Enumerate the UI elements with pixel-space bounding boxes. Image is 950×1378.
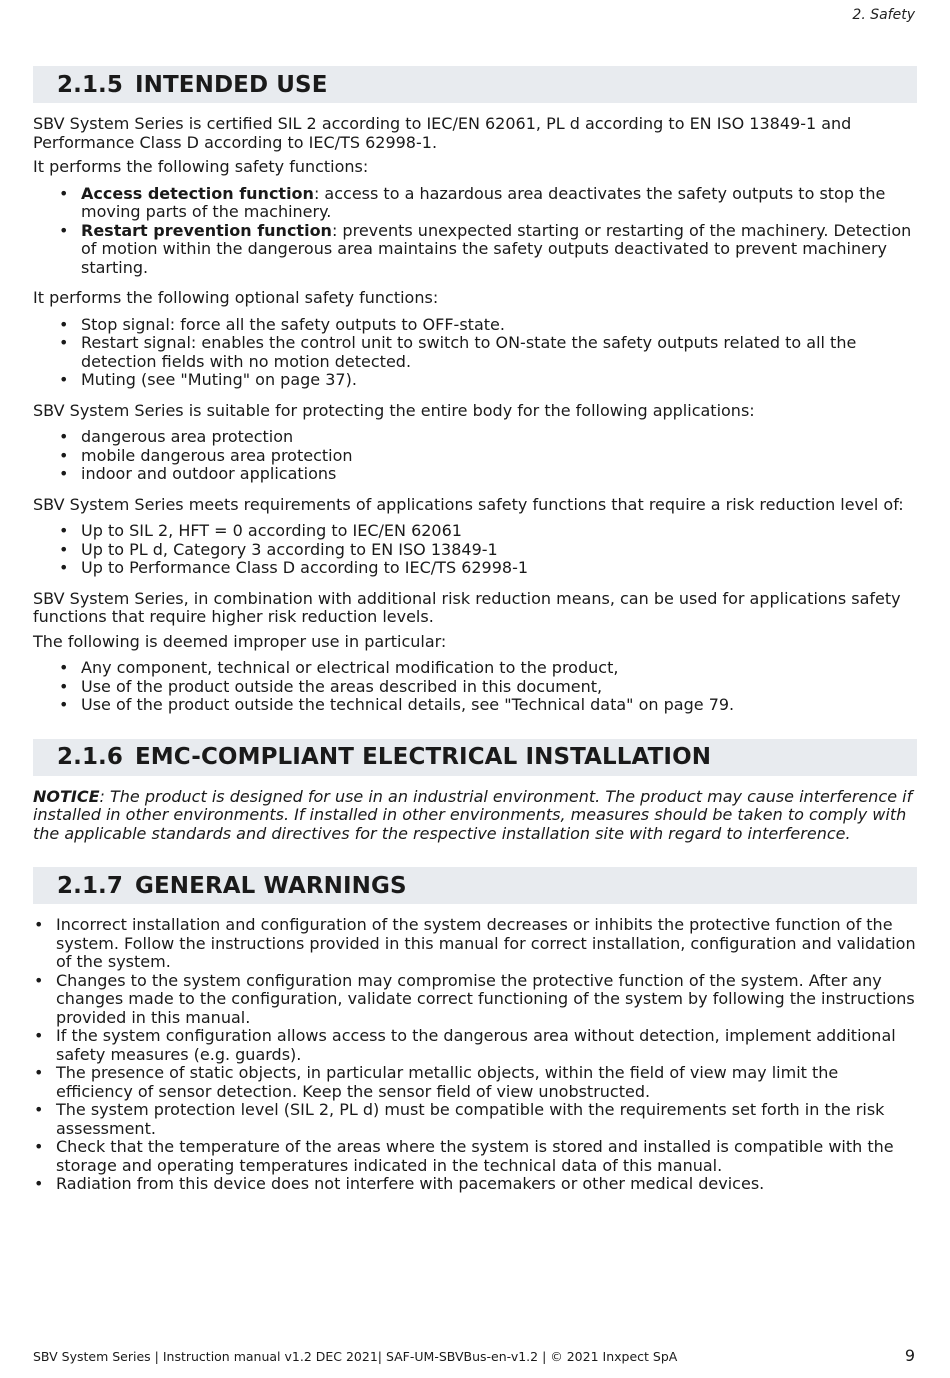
list-item: • If the system configuration allows access to the dangerous area without detection, implement additional safety measures (e.g. guards).	[56, 1027, 917, 1064]
list-item: • indoor and outdoor applications	[81, 465, 917, 484]
list-item: • Up to SIL 2, HFT = 0 according to IEC/EN 62061	[81, 522, 917, 541]
list-item: • Restart prevention function: prevents unexpected starting or restarting of the machinery. Detection of motion within the dangerous area maintains the safety outputs deactivated to prevent machinery starting.	[81, 222, 917, 278]
section-title: EMC-COMPLIANT ELECTRICAL INSTALLATION	[135, 744, 712, 770]
list-item: • Use of the product outside the technical details, see "Technical data" on page 79.	[81, 696, 917, 715]
section-title: INTENDED USE	[135, 71, 328, 98]
improper-use-list	[33, 659, 917, 715]
applications-list	[33, 428, 917, 484]
list-item: • Changes to the system configuration may compromise the protective function of the system. After any changes made to the configuration, validate correct functioning of the system by following the instructions provided in this manual.	[56, 972, 917, 1028]
running-header: 2. Safety	[852, 7, 915, 23]
list-item: • Radiation from this device does not interfere with pacemakers or other medical devices.	[56, 1175, 917, 1194]
list-item: • Up to PL d, Category 3 according to EN ISO 13849-1	[81, 541, 917, 560]
notice-label: NOTICE	[33, 786, 100, 806]
section-number: 2.1.6	[57, 744, 123, 770]
list-item: • mobile dangerous area protection	[81, 447, 917, 466]
list-item: • Incorrect installation and configuration of the system decreases or inhibits the protective function of the system. Follow the instructions provided in this manual for correct installation, configuration and validation of the system.	[56, 916, 917, 972]
paragraph: SBV System Series, in combination with additional risk reduction means, can be used for applications safety functions that require higher risk reduction levels.	[33, 588, 901, 626]
risk-levels-list	[33, 522, 917, 578]
paragraph: The following is deemed improper use in particular:	[33, 631, 447, 651]
list-item: • Restart signal: enables the control unit to switch to ON-state the safety outputs related to all the detection fields with no motion detected.	[81, 334, 917, 371]
optional-functions-list	[33, 316, 917, 390]
notice	[33, 788, 917, 844]
paragraph: It performs the following optional safety functions:	[33, 288, 439, 307]
list-item: • Stop signal: force all the safety outputs to OFF-state.	[81, 316, 917, 335]
notice-text: : The product is designed for use in an industrial environment. The product may cause interference if installed in other environments. If installed in other environments, measures should be taken to comply with the applicable standards and directives for the respective installation site with regard to interference.	[33, 786, 913, 843]
list-item: • Any component, technical or electrical modification to the product,	[81, 659, 917, 678]
list-item: • Use of the product outside the areas described in this document,	[81, 678, 917, 697]
page-content	[33, 66, 917, 1194]
list-item: • The presence of static objects, in particular metallic objects, within the field of view may limit the efficiency of sensor detection. Keep the sensor field of view unobstructed.	[56, 1064, 917, 1101]
term: Restart prevention function	[81, 220, 332, 240]
paragraph: It performs the following safety functions:	[33, 157, 369, 176]
section-heading-general-warnings	[33, 867, 917, 904]
paragraph: SBV System Series is suitable for protecting the entire body for the following applications:	[33, 400, 755, 420]
paragraph: SBV System Series is certified SIL 2 according to IEC/EN 62061, PL d according to EN ISO 13849-1 and Performance Class D according to IEC/TS 62998-1.	[33, 114, 852, 152]
term: Access detection function	[81, 183, 314, 203]
section-number: 2.1.5	[57, 71, 123, 98]
list-item: • Access detection function: access to a hazardous area deactivates the safety outputs to stop the moving parts of the machinery.	[81, 185, 917, 222]
list-item: • Up to Performance Class D according to IEC/TS 62998-1	[81, 559, 917, 578]
list-item: • The system protection level (SIL 2, PL d) must be compatible with the requirements set forth in the risk assessment.	[56, 1101, 917, 1138]
page-footer: SBV System Series | Instruction manual v1.2 DEC 2021| SAF-UM-SBVBus-en-v1.2 | © 2021 Inxpect SpA	[33, 1349, 678, 1364]
paragraph: SBV System Series meets requirements of applications safety functions that require a risk reduction level of:	[33, 494, 904, 514]
section-heading-intended-use	[33, 66, 917, 103]
safety-functions-list	[33, 185, 917, 278]
section-title: GENERAL WARNINGS	[135, 872, 407, 899]
list-item: • Muting (see "Muting" on page 37).	[81, 371, 917, 390]
page-number: 9	[904, 1346, 915, 1365]
section-heading-emc	[33, 739, 917, 776]
list-item: • dangerous area protection	[81, 428, 917, 447]
section-number: 2.1.7	[57, 872, 123, 899]
warnings-list	[33, 916, 917, 1194]
list-item: • Check that the temperature of the areas where the system is stored and installed is compatible with the storage and operating temperatures indicated in the technical data of this manual.	[56, 1138, 917, 1175]
